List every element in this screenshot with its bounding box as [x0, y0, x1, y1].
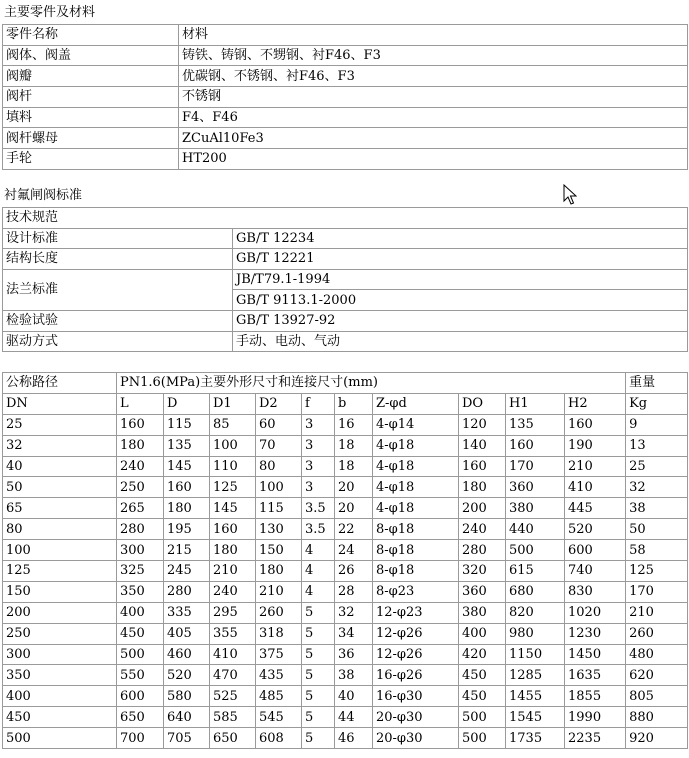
- dimension-cell: 160: [117, 414, 164, 435]
- dimension-cell: 5: [302, 728, 335, 749]
- dimension-cell: 1455: [506, 686, 565, 707]
- dimension-cell: 65: [3, 498, 117, 519]
- dimension-cell: 22: [335, 519, 373, 540]
- dimension-cell: 240: [210, 581, 256, 602]
- dimension-cell: 250: [117, 477, 164, 498]
- parts-header-row: [3, 25, 688, 46]
- dimension-cell: 830: [565, 581, 626, 602]
- dimension-cell: 335: [164, 602, 210, 623]
- dimension-cell: 420: [459, 644, 506, 665]
- dimension-cell: 820: [506, 602, 565, 623]
- standards-row: [3, 269, 688, 290]
- dimension-cell: 110: [210, 456, 256, 477]
- dimension-column-header: H1: [506, 393, 565, 414]
- parts-table: [2, 24, 688, 170]
- dimensions-column-header-row: [3, 393, 688, 414]
- dimension-cell: 32: [3, 435, 117, 456]
- dimension-cell: 4-φ18: [373, 435, 459, 456]
- dimension-cell: 70: [256, 435, 302, 456]
- dimension-cell: 3: [302, 477, 335, 498]
- dimension-column-header: D2: [256, 393, 302, 414]
- standard-label-cell: 法兰标准: [3, 269, 233, 310]
- dimension-cell: 3.5: [302, 519, 335, 540]
- dimension-cell: 525: [210, 686, 256, 707]
- dimension-cell: 740: [565, 561, 626, 582]
- dimension-cell: 600: [117, 686, 164, 707]
- dimension-cell: 180: [164, 498, 210, 519]
- dimension-column-header: L: [117, 393, 164, 414]
- dimension-cell: 13: [626, 435, 688, 456]
- dimension-cell: 410: [210, 644, 256, 665]
- dimension-cell: 170: [626, 581, 688, 602]
- standards-row: [3, 249, 688, 270]
- dimension-cell: 28: [335, 581, 373, 602]
- dimension-cell: 180: [256, 561, 302, 582]
- dimension-cell: 280: [164, 581, 210, 602]
- dimension-cell: 40: [335, 686, 373, 707]
- standards-row: [3, 331, 688, 352]
- dimension-cell: 545: [256, 707, 302, 728]
- dimension-cell: 1450: [565, 644, 626, 665]
- dimension-cell: 5: [302, 602, 335, 623]
- dimension-cell: 1285: [506, 665, 565, 686]
- dimension-cell: 5: [302, 707, 335, 728]
- dimension-column-header: DN: [3, 393, 117, 414]
- dimension-cell: 400: [459, 623, 506, 644]
- part-material-cell: F4、F46: [179, 107, 688, 128]
- dimensions-row: [3, 644, 688, 665]
- dimension-cell: 25: [626, 456, 688, 477]
- dimension-cell: 355: [210, 623, 256, 644]
- dimension-cell: 125: [626, 561, 688, 582]
- dimension-cell: 12-φ26: [373, 623, 459, 644]
- dimension-cell: 18: [335, 435, 373, 456]
- parts-row: [3, 66, 688, 87]
- dimension-cell: 480: [626, 644, 688, 665]
- dimension-cell: 5: [302, 623, 335, 644]
- dimension-cell: 44: [335, 707, 373, 728]
- dimension-cell: 4-φ14: [373, 414, 459, 435]
- dimension-cell: 620: [626, 665, 688, 686]
- dimension-cell: 4: [302, 540, 335, 561]
- dimension-cell: 3: [302, 435, 335, 456]
- dimension-cell: 1635: [565, 665, 626, 686]
- dimension-cell: 375: [256, 644, 302, 665]
- dimensions-row: [3, 519, 688, 540]
- dimension-cell: 115: [256, 498, 302, 519]
- dimension-cell: 38: [626, 498, 688, 519]
- dimension-cell: 5: [302, 686, 335, 707]
- parts-row: [3, 128, 688, 149]
- dimension-cell: 16-φ26: [373, 665, 459, 686]
- dimension-cell: 260: [626, 623, 688, 644]
- part-name-cell: 手轮: [3, 149, 179, 170]
- dimension-cell: 325: [117, 561, 164, 582]
- dimension-cell: 120: [459, 414, 506, 435]
- dimensions-row: [3, 498, 688, 519]
- dimension-cell: 1855: [565, 686, 626, 707]
- dimension-cell: 140: [459, 435, 506, 456]
- dimension-cell: 210: [626, 602, 688, 623]
- dimension-cell: 650: [117, 707, 164, 728]
- dimension-cell: 880: [626, 707, 688, 728]
- dimension-cell: 85: [210, 414, 256, 435]
- parts-row: [3, 149, 688, 170]
- dimension-cell: 8-φ18: [373, 540, 459, 561]
- standards-header-cell: 技术规范: [3, 208, 688, 229]
- dimension-cell: 50: [3, 477, 117, 498]
- dimension-cell: 100: [3, 540, 117, 561]
- dimension-cell: 2235: [565, 728, 626, 749]
- dimension-cell: 200: [3, 602, 117, 623]
- dimension-cell: 150: [256, 540, 302, 561]
- dimension-column-header: DO: [459, 393, 506, 414]
- dimensions-row: [3, 581, 688, 602]
- dimension-cell: 805: [626, 686, 688, 707]
- dimension-cell: 20-φ30: [373, 728, 459, 749]
- dimension-cell: 210: [210, 561, 256, 582]
- dimension-cell: 5: [302, 665, 335, 686]
- part-material-cell: 不锈钢: [179, 87, 688, 108]
- dimension-cell: 80: [3, 519, 117, 540]
- dimension-cell: 3: [302, 414, 335, 435]
- part-name-cell: 阀杆: [3, 87, 179, 108]
- part-name-cell: 阀体、阀盖: [3, 45, 179, 66]
- standard-value-cell: GB/T 9113.1-2000: [233, 290, 688, 311]
- dimension-cell: 980: [506, 623, 565, 644]
- parts-section-title: 主要零件及材料: [4, 5, 96, 20]
- dimension-cell: 700: [117, 728, 164, 749]
- dimensions-spec-header: PN1.6(MPa)主要外形尺寸和连接尺寸(mm): [117, 373, 626, 394]
- nominal-diameter-header: 公称路径: [3, 373, 117, 394]
- dimension-cell: 58: [626, 540, 688, 561]
- dimension-cell: 12-φ26: [373, 644, 459, 665]
- dimension-cell: 3.5: [302, 498, 335, 519]
- dimension-cell: 4: [302, 561, 335, 582]
- dimension-cell: 4-φ18: [373, 477, 459, 498]
- dimension-cell: 280: [117, 519, 164, 540]
- dimension-cell: 180: [117, 435, 164, 456]
- dimension-cell: 160: [459, 456, 506, 477]
- dimension-cell: 280: [459, 540, 506, 561]
- dimension-cell: 580: [164, 686, 210, 707]
- dimension-column-header: D1: [210, 393, 256, 414]
- dimension-cell: 60: [256, 414, 302, 435]
- standard-value-cell: GB/T 13927-92: [233, 310, 688, 331]
- dimension-column-header: Kg: [626, 393, 688, 414]
- dimensions-group-header-row: [3, 373, 688, 394]
- dimension-cell: 300: [117, 540, 164, 561]
- part-material-cell: ZCuAl10Fe3: [179, 128, 688, 149]
- standards-section-title: 衬氟闸阀标准: [4, 188, 83, 203]
- dimension-cell: 100: [256, 477, 302, 498]
- parts-header-cell: 材料: [179, 25, 688, 46]
- dimensions-row: [3, 707, 688, 728]
- dimension-cell: 195: [164, 519, 210, 540]
- dimension-cell: 20: [335, 477, 373, 498]
- dimension-cell: 8-φ23: [373, 581, 459, 602]
- dimension-cell: 170: [506, 456, 565, 477]
- dimension-cell: 210: [565, 456, 626, 477]
- dimensions-row: [3, 435, 688, 456]
- dimension-cell: 210: [256, 581, 302, 602]
- part-material-cell: 优碳钢、不锈钢、衬F46、F3: [179, 66, 688, 87]
- dimension-cell: 190: [565, 435, 626, 456]
- dimension-cell: 400: [3, 686, 117, 707]
- dimension-cell: 500: [459, 728, 506, 749]
- dimension-cell: 130: [256, 519, 302, 540]
- standard-value-cell: JB/T79.1-1994: [233, 269, 688, 290]
- arrow-pointer-icon: [563, 184, 577, 206]
- dimension-cell: 1545: [506, 707, 565, 728]
- dimension-cell: 405: [164, 623, 210, 644]
- dimension-cell: 25: [3, 414, 117, 435]
- standard-value-cell: GB/T 12221: [233, 249, 688, 270]
- dimension-cell: 160: [506, 435, 565, 456]
- dimension-cell: 32: [335, 602, 373, 623]
- dimension-cell: 1230: [565, 623, 626, 644]
- dimension-column-header: b: [335, 393, 373, 414]
- dimension-cell: 16-φ30: [373, 686, 459, 707]
- dimensions-row: [3, 686, 688, 707]
- dimension-cell: 260: [256, 602, 302, 623]
- dimension-cell: 318: [256, 623, 302, 644]
- dimension-cell: 20: [335, 498, 373, 519]
- dimension-cell: 360: [506, 477, 565, 498]
- dimension-cell: 46: [335, 728, 373, 749]
- parts-header-cell: 零件名称: [3, 25, 179, 46]
- standards-row: [3, 228, 688, 249]
- parts-row: [3, 87, 688, 108]
- dimension-cell: 650: [210, 728, 256, 749]
- dimension-cell: 608: [256, 728, 302, 749]
- dimension-cell: 160: [164, 477, 210, 498]
- dimension-cell: 450: [3, 707, 117, 728]
- dimension-cell: 100: [210, 435, 256, 456]
- dimension-cell: 50: [626, 519, 688, 540]
- dimension-cell: 500: [459, 707, 506, 728]
- dimension-cell: 26: [335, 561, 373, 582]
- dimensions-row: [3, 456, 688, 477]
- dimension-cell: 180: [459, 477, 506, 498]
- dimension-cell: 145: [210, 498, 256, 519]
- parts-row: [3, 45, 688, 66]
- part-name-cell: 填料: [3, 107, 179, 128]
- dimension-cell: 265: [117, 498, 164, 519]
- dimension-cell: 350: [3, 665, 117, 686]
- dimension-cell: 520: [565, 519, 626, 540]
- dimension-cell: 4-φ18: [373, 498, 459, 519]
- dimension-cell: 680: [506, 581, 565, 602]
- dimension-cell: 200: [459, 498, 506, 519]
- weight-header: 重量: [626, 373, 688, 394]
- parts-row: [3, 107, 688, 128]
- dimensions-row: [3, 623, 688, 644]
- dimension-cell: 1735: [506, 728, 565, 749]
- dimension-cell: 250: [3, 623, 117, 644]
- dimension-cell: 4-φ18: [373, 456, 459, 477]
- dimension-column-header: H2: [565, 393, 626, 414]
- dimensions-table: [2, 372, 688, 749]
- dimension-cell: 500: [3, 728, 117, 749]
- dimensions-row: [3, 561, 688, 582]
- dimension-cell: 1020: [565, 602, 626, 623]
- dimension-cell: 500: [506, 540, 565, 561]
- standard-label-cell: 结构长度: [3, 249, 233, 270]
- dimension-cell: 1990: [565, 707, 626, 728]
- dimension-cell: 9: [626, 414, 688, 435]
- dimension-cell: 160: [565, 414, 626, 435]
- dimension-cell: 450: [117, 623, 164, 644]
- dimension-cell: 240: [459, 519, 506, 540]
- dimension-cell: 5: [302, 644, 335, 665]
- dimension-cell: 485: [256, 686, 302, 707]
- dimension-cell: 38: [335, 665, 373, 686]
- dimension-column-header: f: [302, 393, 335, 414]
- dimension-cell: 245: [164, 561, 210, 582]
- dimension-cell: 1150: [506, 644, 565, 665]
- dimension-cell: 450: [459, 665, 506, 686]
- dimension-cell: 320: [459, 561, 506, 582]
- dimensions-row: [3, 414, 688, 435]
- dimension-cell: 450: [459, 686, 506, 707]
- dimensions-row: [3, 477, 688, 498]
- standard-label-cell: 设计标准: [3, 228, 233, 249]
- standard-label-cell: 驱动方式: [3, 331, 233, 352]
- dimension-cell: 445: [565, 498, 626, 519]
- standard-label-cell: 检验试验: [3, 310, 233, 331]
- dimensions-row: [3, 602, 688, 623]
- dimension-cell: 160: [210, 519, 256, 540]
- standard-value-cell: 手动、电动、气动: [233, 331, 688, 352]
- dimension-cell: 34: [335, 623, 373, 644]
- dimension-cell: 360: [459, 581, 506, 602]
- dimension-cell: 410: [565, 477, 626, 498]
- part-name-cell: 阀杆螺母: [3, 128, 179, 149]
- dimension-cell: 350: [117, 581, 164, 602]
- dimension-cell: 4: [302, 581, 335, 602]
- dimension-cell: 585: [210, 707, 256, 728]
- dimension-cell: 300: [3, 644, 117, 665]
- dimension-cell: 20-φ30: [373, 707, 459, 728]
- dimension-cell: 8-φ18: [373, 519, 459, 540]
- dimension-cell: 24: [335, 540, 373, 561]
- dimension-cell: 550: [117, 665, 164, 686]
- dimension-cell: 295: [210, 602, 256, 623]
- dimension-cell: 125: [3, 561, 117, 582]
- part-name-cell: 阀瓣: [3, 66, 179, 87]
- dimension-cell: 135: [164, 435, 210, 456]
- standards-table: [2, 207, 688, 352]
- standard-value-cell: GB/T 12234: [233, 228, 688, 249]
- dimension-cell: 125: [210, 477, 256, 498]
- dimension-cell: 460: [164, 644, 210, 665]
- dimensions-row: [3, 540, 688, 561]
- standards-row: [3, 310, 688, 331]
- standards-header-row: [3, 208, 688, 229]
- dimension-cell: 520: [164, 665, 210, 686]
- dimension-cell: 180: [210, 540, 256, 561]
- dimension-cell: 240: [117, 456, 164, 477]
- dimension-cell: 640: [164, 707, 210, 728]
- dimension-cell: 380: [459, 602, 506, 623]
- part-material-cell: 铸铁、铸钢、不甥钢、衬F46、F3: [179, 45, 688, 66]
- dimension-cell: 135: [506, 414, 565, 435]
- dimension-cell: 380: [506, 498, 565, 519]
- dimension-cell: 145: [164, 456, 210, 477]
- dimensions-row: [3, 728, 688, 749]
- dimension-cell: 32: [626, 477, 688, 498]
- dimension-cell: 80: [256, 456, 302, 477]
- dimension-cell: 12-φ23: [373, 602, 459, 623]
- dimension-cell: 435: [256, 665, 302, 686]
- dimension-cell: 150: [3, 581, 117, 602]
- dimension-cell: 920: [626, 728, 688, 749]
- dimensions-row: [3, 665, 688, 686]
- dimension-column-header: D: [164, 393, 210, 414]
- dimension-cell: 470: [210, 665, 256, 686]
- dimension-cell: 40: [3, 456, 117, 477]
- dimension-cell: 115: [164, 414, 210, 435]
- part-material-cell: HT200: [179, 149, 688, 170]
- dimension-cell: 440: [506, 519, 565, 540]
- dimension-cell: 600: [565, 540, 626, 561]
- dimension-column-header: Z-φd: [373, 393, 459, 414]
- dimension-cell: 615: [506, 561, 565, 582]
- dimension-cell: 705: [164, 728, 210, 749]
- dimension-cell: 500: [117, 644, 164, 665]
- dimension-cell: 36: [335, 644, 373, 665]
- dimension-cell: 8-φ18: [373, 561, 459, 582]
- dimension-cell: 18: [335, 456, 373, 477]
- dimension-cell: 215: [164, 540, 210, 561]
- dimension-cell: 3: [302, 456, 335, 477]
- dimension-cell: 400: [117, 602, 164, 623]
- dimension-cell: 16: [335, 414, 373, 435]
